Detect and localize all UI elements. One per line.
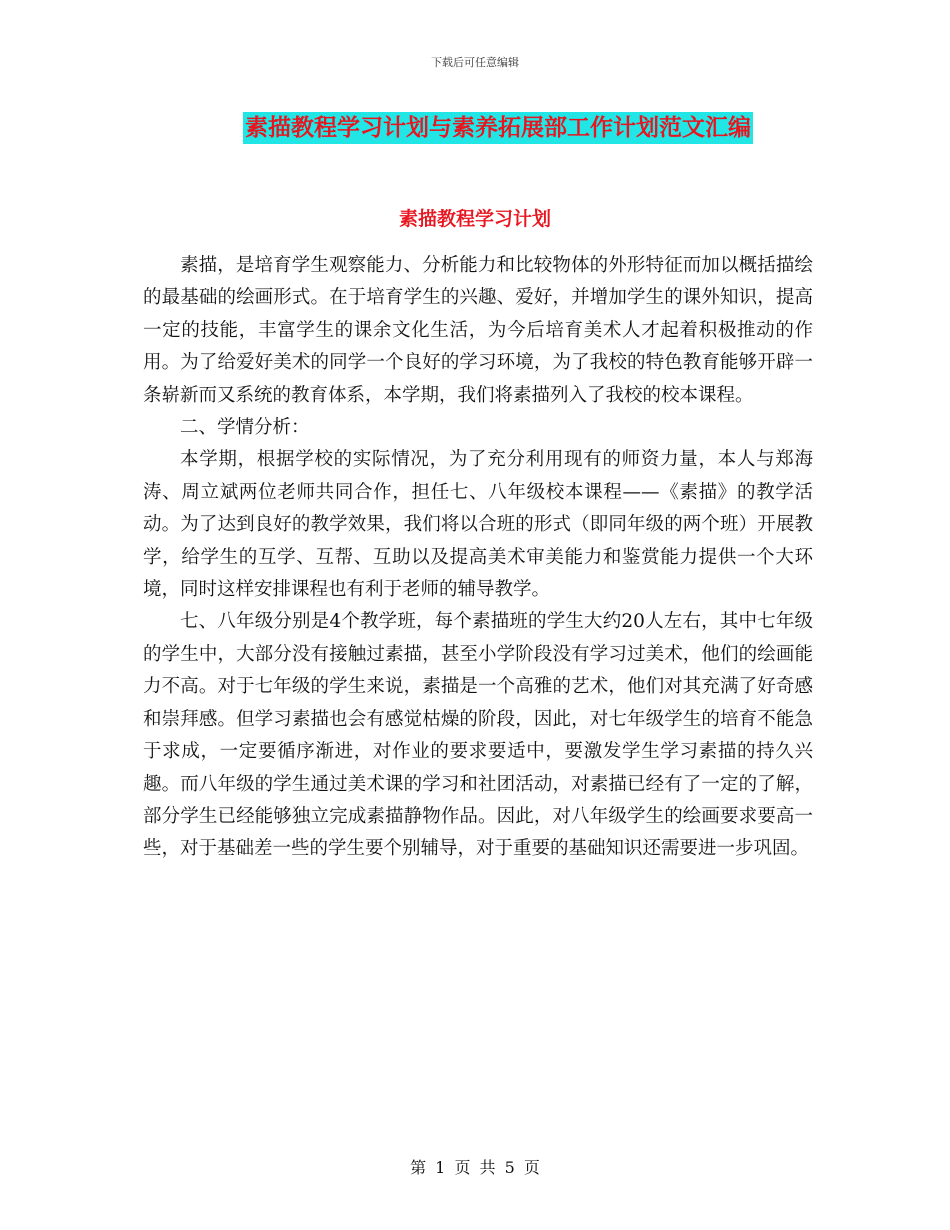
- paragraph-heading-analysis: 二、学情分析：: [180, 417, 310, 439]
- document-body: [143, 250, 813, 866]
- header-note: 下载后可任意编辑: [431, 56, 519, 69]
- page-indicator: 第 1 页 共 5 页: [410, 1158, 540, 1177]
- paragraph-student-analysis: 七、八年级分别是4个教学班，每个素描班的学生大约20人左右，其中七年级的学生中，大部分没有接触过素描，甚至小学阶段没有学习过美术，他们的绘画能力不高。对于七年级的学生来说，素描是一个高雅的艺术，他们对其充满了好奇感和崇拜感。但学习素描也会有感觉枯燥的阶段，因此，对七年级学生的培育不能急于求成，一定要循序渐进，对作业的要求要适中，要激发学生学习素描的持久兴趣。而八年级的学生通过美术课的学习和社团活动，对素描已经有了一定的了解，部分学生已经能够独立完成素描静物作品。因此，对八年级学生的绘画要求要高一些，对于基础差一些的学生要个别辅导，对于重要的基础知识还需要进一步巩固。: [143, 611, 813, 860]
- paragraph-teaching-arrangement: 本学期，根据学校的实际情况，为了充分利用现有的师资力量，本人与郑海涛、周立斌两位老师共同合作，担任七、八年级校本课程——《素描》的教学活动。为了达到良好的教学效果，我们将以合班的形式（即同年级的两个班）开展教学，给学生的互学、互帮、互助以及提高美术审美能力和鉴赏能力提供一个大环境，同时这样安排课程也有利于老师的辅导教学。: [143, 449, 813, 601]
- document-main-title: 素描教程学习计划与素养拓展部工作计划范文汇编: [243, 112, 753, 144]
- section-title: 素描教程学习计划: [398, 208, 551, 230]
- main-title-wrap: [0, 112, 950, 144]
- paragraph-intro: 素描，是培育学生观察能力、分析能力和比较物体的外形特征而加以概括描绘的最基础的绘画形式。在于培育学生的兴趣、爱好，并增加学生的课外知识，提高一定的技能，丰富学生的课余文化生活，为今后培育美术人才起着积极推动的作用。为了给爱好美术的同学一个良好的学习环境，为了我校的特色教育能够开辟一条崭新而又系统的教育体系，本学期，我们将素描列入了我校的校本课程。: [143, 255, 813, 406]
